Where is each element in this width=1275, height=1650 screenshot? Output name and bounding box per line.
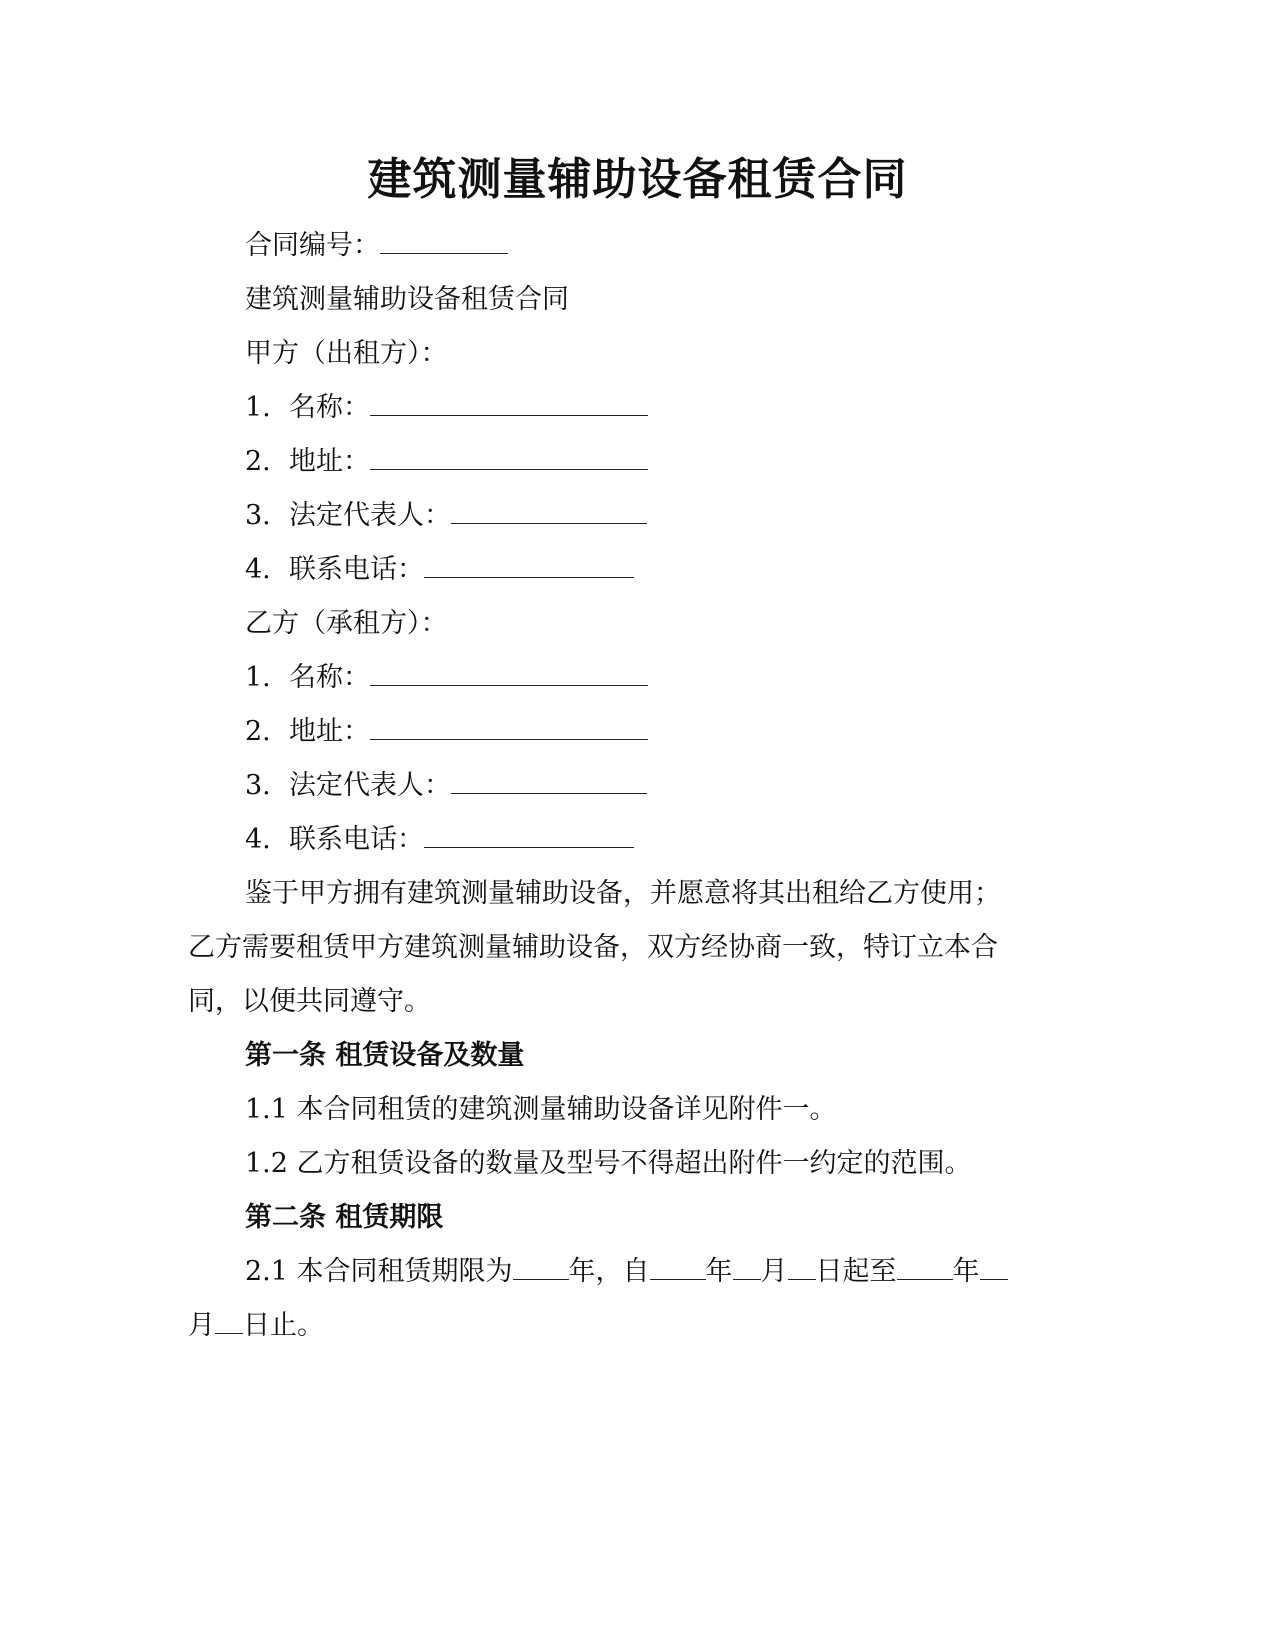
clause-2-1-line-2: [188, 1306, 324, 1346]
item-number: 2.: [245, 446, 271, 477]
preamble-line-2: 乙方需要租赁甲方建筑测量辅助设备，双方经协商一致，特订立本合: [188, 932, 998, 963]
party-a-name-line: [245, 388, 648, 428]
party-a-address-blank[interactable]: [370, 443, 648, 470]
item-number: 4.: [245, 824, 271, 855]
clause-2-1-line-1: [245, 1252, 1008, 1292]
year-label: 年: [568, 1256, 596, 1287]
item-number: 2.: [245, 716, 271, 747]
start-month-blank[interactable]: [733, 1253, 761, 1280]
party-a-representative-label: 法定代表人：: [289, 500, 451, 531]
party-a-phone-line: [245, 550, 634, 590]
party-a-phone-label: 联系电话：: [289, 554, 424, 585]
preamble-line-1: 鉴于甲方拥有建筑测量辅助设备，并愿意将其出租给乙方使用；: [245, 878, 1001, 909]
article-2-heading: 第二条 租赁期限: [245, 1202, 444, 1233]
preamble-line-3: 同，以便共同遵守。: [188, 986, 431, 1017]
party-a-representative-blank[interactable]: [451, 497, 647, 524]
party-b-representative-line: [245, 766, 647, 806]
party-b-phone-line: [245, 820, 634, 860]
article-1-heading: 第一条 租赁设备及数量: [245, 1040, 525, 1071]
party-b-phone-label: 联系电话：: [289, 824, 424, 855]
day-from-to-label: 日起至: [815, 1256, 897, 1287]
party-b-phone-blank[interactable]: [424, 821, 634, 848]
clause-1-2: 1.2 乙方租赁设备的数量及型号不得超出附件一约定的范围。: [245, 1148, 972, 1179]
contract-number-blank[interactable]: [380, 227, 508, 254]
end-month-blank-part[interactable]: [980, 1253, 1008, 1280]
party-a-name-blank[interactable]: [370, 389, 648, 416]
party-a-address-label: 地址：: [289, 446, 370, 477]
item-number: 4.: [245, 554, 271, 585]
party-b-name-blank[interactable]: [370, 659, 648, 686]
start-day-blank[interactable]: [788, 1253, 816, 1280]
item-number: 3.: [245, 500, 271, 531]
from-label: ，自: [595, 1256, 650, 1287]
contract-number-line: [245, 226, 508, 266]
party-a-address-line: [245, 442, 648, 482]
clause-2-1-prefix: 2.1 本合同租赁期限为: [245, 1256, 513, 1287]
party-b-address-label: 地址：: [289, 716, 370, 747]
end-year-blank[interactable]: [897, 1253, 953, 1280]
party-a-representative-line: [245, 496, 647, 536]
document-title: 建筑测量辅助设备租赁合同: [367, 154, 908, 205]
start-year-blank[interactable]: [650, 1253, 706, 1280]
party-b-name-line: [245, 658, 648, 698]
year-label: 年: [705, 1256, 733, 1287]
month-label: 月: [188, 1310, 215, 1341]
year-label: 年: [952, 1256, 980, 1287]
month-label: 月: [760, 1256, 788, 1287]
party-b-name-label: 名称：: [289, 662, 370, 693]
party-b-representative-blank[interactable]: [451, 767, 647, 794]
clause-1-1: 1.1 本合同租赁的建筑测量辅助设备详见附件一。: [245, 1094, 837, 1125]
item-number: 3.: [245, 770, 271, 801]
item-number: 1.: [245, 662, 271, 693]
party-b-heading: 乙方（承租方）：: [245, 608, 448, 639]
party-a-name-label: 名称：: [289, 392, 370, 423]
contract-number-label: 合同编号：: [245, 230, 380, 261]
party-b-representative-label: 法定代表人：: [289, 770, 451, 801]
party-b-address-blank[interactable]: [370, 713, 648, 740]
party-b-address-line: [245, 712, 648, 752]
party-a-phone-blank[interactable]: [424, 551, 634, 578]
day-end-label: 日止。: [243, 1310, 324, 1341]
party-a-heading: 甲方（出租方）：: [245, 338, 448, 369]
term-years-blank[interactable]: [513, 1253, 569, 1280]
end-day-blank[interactable]: [215, 1307, 243, 1334]
item-number: 1.: [245, 392, 271, 423]
subtitle: 建筑测量辅助设备租赁合同: [245, 284, 569, 315]
